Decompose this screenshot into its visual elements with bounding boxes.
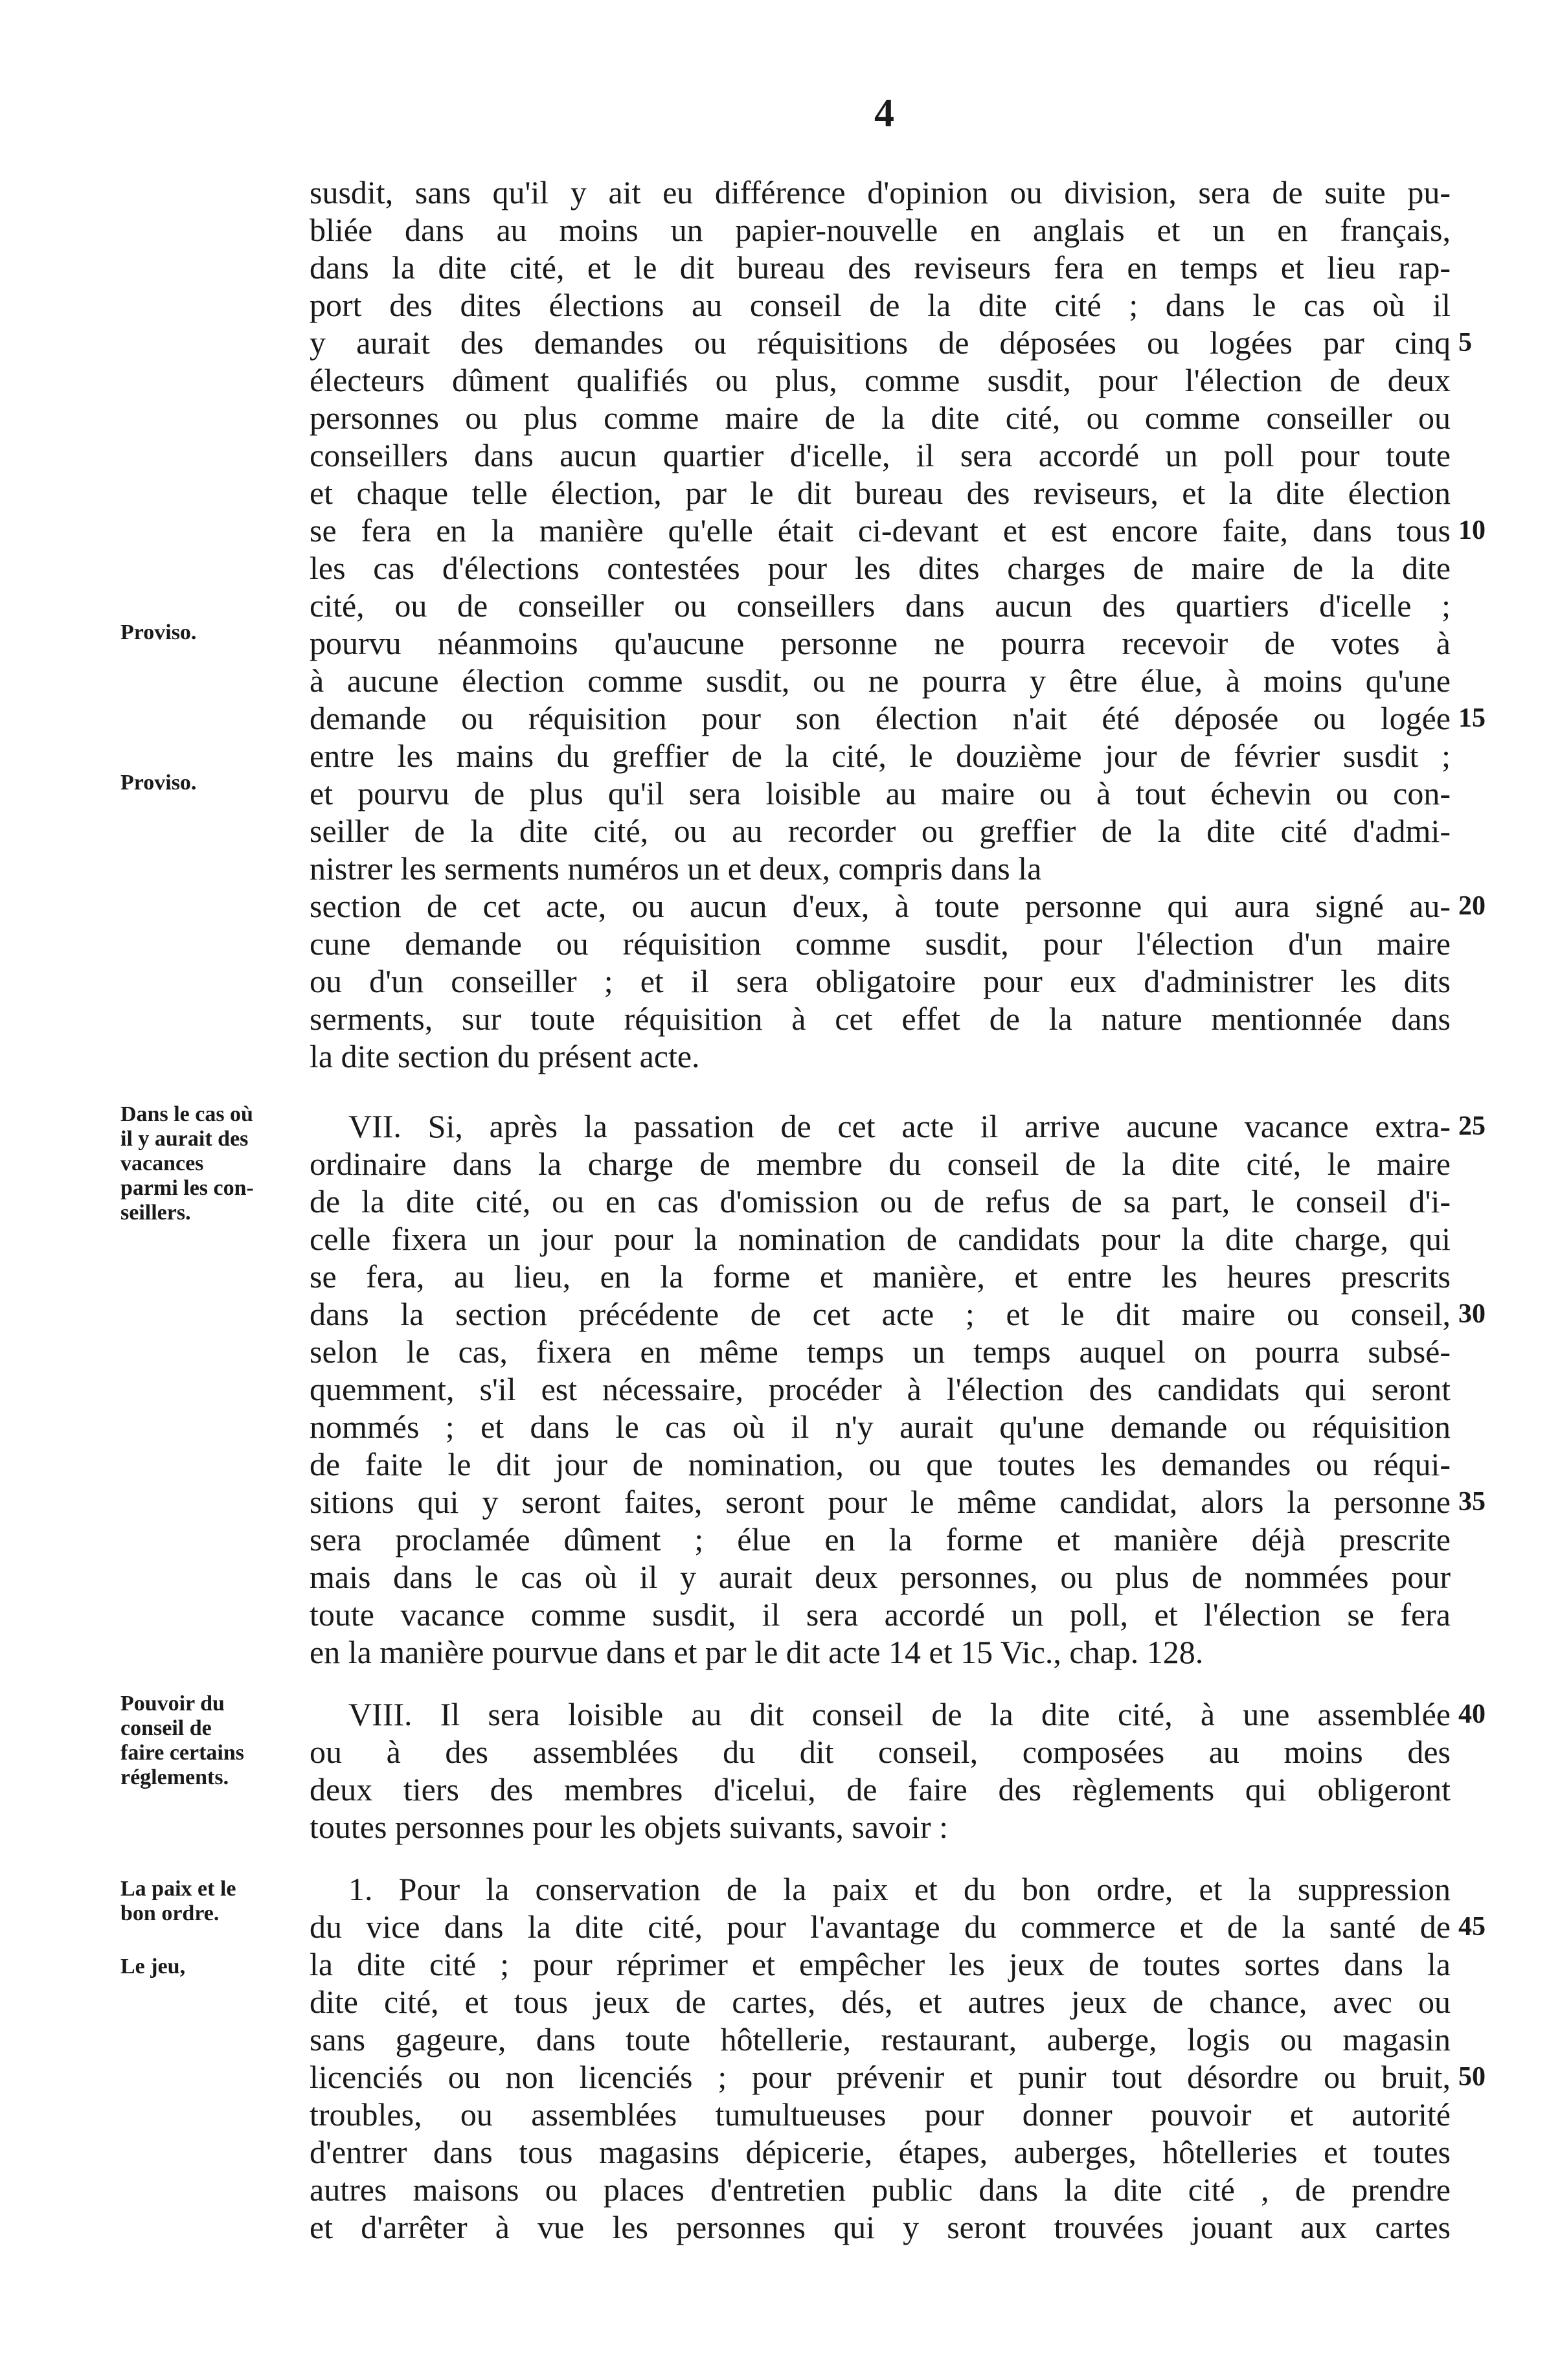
body-line: susdit, sans qu'il y ait eu différence d'opinion ou division, sera de suite pu- bbox=[310, 174, 1451, 210]
margin-note-line: Proviso. bbox=[120, 620, 197, 644]
body-line: section de cet acte, ou aucun d'eux, à toute personne qui aura signé au- bbox=[310, 888, 1451, 924]
margin-note-proviso-2 bbox=[120, 771, 308, 795]
line-number: 10 bbox=[1458, 516, 1486, 545]
body-line: toutes personnes pour les objets suivants, savoir : bbox=[310, 1809, 948, 1845]
margin-note-paix bbox=[120, 1877, 308, 1926]
body-line: bliée dans au moins un papier-nouvelle en anglais et un en français, bbox=[310, 212, 1451, 248]
margin-note-pouvoir-du-conseil bbox=[120, 1692, 308, 1790]
body-line: dite cité, et tous jeux de cartes, dés, et autres jeux de chance, avec ou bbox=[310, 1984, 1451, 2020]
margin-note-jeu bbox=[120, 1955, 308, 1979]
body-line: ou à des assemblées du dit conseil, composées au moins des bbox=[310, 1734, 1451, 1770]
body-line: de la dite cité, ou en cas d'omission ou de refus de sa part, le conseil d'i- bbox=[310, 1183, 1451, 1219]
body-line: et pourvu de plus qu'il sera loisible au maire ou à tout échevin ou con- bbox=[310, 775, 1451, 811]
margin-note-line: bon ordre. bbox=[120, 1901, 220, 1925]
body-line: quemment, s'il est nécessaire, procéder à l'élection des candidats qui seront bbox=[310, 1371, 1451, 1407]
line-number: 45 bbox=[1458, 1912, 1486, 1942]
body-line: deux tiers des membres d'icelui, de faire des règlements qui obligeront bbox=[310, 1771, 1451, 1808]
body-line: toute vacance comme susdit, il sera accordé un poll, et l'élection se fera bbox=[310, 1596, 1451, 1633]
body-line: pourvu néanmoins qu'aucune personne ne pourra recevoir de votes à bbox=[310, 625, 1451, 661]
line-number: 30 bbox=[1458, 1299, 1486, 1329]
line-number: 40 bbox=[1458, 1699, 1486, 1729]
body-line: celle fixera un jour pour la nomination de candidats pour la dite charge, qui bbox=[310, 1221, 1451, 1257]
line-number: 35 bbox=[1458, 1487, 1486, 1517]
body-line: sans gageure, dans toute hôtellerie, restaurant, auberge, logis ou magasin bbox=[310, 2021, 1451, 2057]
margin-note-vacances bbox=[120, 1102, 308, 1225]
body-line: troubles, ou assemblées tumultueuses pour donner pouvoir et autorité bbox=[310, 2096, 1451, 2133]
body-line: ordinaire dans la charge de membre du conseil de la dite cité, le maire bbox=[310, 1146, 1451, 1182]
body-line: se fera en la manière qu'elle était ci-devant et est encore faite, dans tous bbox=[310, 512, 1451, 549]
body-line: port des dites élections au conseil de la dite cité ; dans le cas où il bbox=[310, 287, 1451, 323]
body-line: selon le cas, fixera en même temps un temps auquel on pourra subsé- bbox=[310, 1333, 1451, 1370]
body-line: serments, sur toute réquisition à cet effet de la nature mentionnée dans bbox=[310, 1001, 1451, 1037]
page-number: 4 bbox=[874, 91, 894, 135]
body-line: mais dans le cas où il y aurait deux personnes, ou plus de nommées pour bbox=[310, 1559, 1451, 1595]
margin-note-line: réglements. bbox=[120, 1765, 229, 1789]
body-line: nommés ; et dans le cas où il n'y aurait qu'une demande ou réquisition bbox=[310, 1409, 1451, 1445]
body-line: seiller de la dite cité, ou au recorder ou greffier de la dite cité d'admi- bbox=[310, 813, 1451, 849]
body-line: y aurait des demandes ou réquisitions de déposées ou logées par cinq bbox=[310, 324, 1451, 361]
margin-note-line: Dans le cas où bbox=[120, 1102, 253, 1126]
margin-note-line: La paix et le bbox=[120, 1877, 236, 1901]
section-viii-heading-line: VIII. Il sera loisible au dit conseil de la dite cité, à une assemblée bbox=[348, 1696, 1451, 1732]
line-number: 25 bbox=[1458, 1111, 1486, 1141]
margin-note-line: il y aurait des bbox=[120, 1127, 249, 1151]
margin-note-line: conseil de bbox=[120, 1716, 212, 1740]
item-1-heading-line: 1. Pour la conservation de la paix et du bon ordre, et la suppression bbox=[348, 1871, 1451, 1907]
body-line: d'entrer dans tous magasins dépicerie, étapes, auberges, hôtelleries et toutes bbox=[310, 2134, 1451, 2170]
body-line: de faite le dit jour de nomination, ou que toutes les demandes ou réqui- bbox=[310, 1446, 1451, 1482]
line-number: 15 bbox=[1458, 703, 1486, 733]
body-line: la dite section du présent acte. bbox=[310, 1038, 700, 1074]
body-line: les cas d'élections contestées pour les dites charges de maire de la dite bbox=[310, 550, 1451, 586]
section-vii-heading-line: VII. Si, après la passation de cet acte il arrive aucune vacance extra- bbox=[348, 1108, 1451, 1144]
body-line: et d'arrêter à vue les personnes qui y seront trouvées jouant aux cartes bbox=[310, 2209, 1451, 2245]
body-line: entre les mains du greffier de la cité, le douzième jour de février susdit ; bbox=[310, 738, 1451, 774]
body-line: et chaque telle élection, par le dit bureau des reviseurs, et la dite élection bbox=[310, 475, 1451, 511]
body-line: électeurs dûment qualifiés ou plus, comme susdit, pour l'élection de deux bbox=[310, 362, 1451, 398]
margin-note-line: faire certains bbox=[120, 1741, 245, 1765]
body-line: conseillers dans aucun quartier d'icelle, il sera accordé un poll pour toute bbox=[310, 437, 1451, 473]
body-line: à aucune élection comme susdit, ou ne pourra y être élue, à moins qu'une bbox=[310, 663, 1451, 699]
body-line: cune demande ou réquisition comme susdit, pour l'élection d'un maire bbox=[310, 925, 1451, 962]
body-line: dans la dite cité, et le dit bureau des reviseurs fera en temps et lieu rap- bbox=[310, 249, 1451, 286]
body-line: en la manière pourvue dans et par le dit acte 14 et 15 Vic., chap. 128. bbox=[310, 1634, 1204, 1670]
body-line: demande ou réquisition pour son élection n'ait été déposée ou logée bbox=[310, 700, 1451, 736]
body-line: personnes ou plus comme maire de la dite cité, ou comme conseiller ou bbox=[310, 400, 1451, 436]
body-line: ou d'un conseiller ; et il sera obligatoire pour eux d'administrer les dits bbox=[310, 963, 1451, 999]
body-line: nistrer les serments numéros un et deux, compris dans la bbox=[310, 850, 1042, 887]
line-number: 5 bbox=[1458, 328, 1472, 357]
body-line: la dite cité ; pour réprimer et empêcher les jeux de toutes sortes dans la bbox=[310, 1946, 1451, 1982]
body-line: sitions qui y seront faites, seront pour le même candidat, alors la personne bbox=[310, 1484, 1451, 1520]
margin-note-line: Proviso. bbox=[120, 771, 197, 795]
margin-note-line: Le jeu, bbox=[120, 1955, 186, 1978]
body-line: se fera, au lieu, en la forme et manière, et entre les heures prescrits bbox=[310, 1258, 1451, 1295]
margin-note-line: parmi les con- bbox=[120, 1176, 254, 1200]
margin-note-proviso-1 bbox=[120, 620, 308, 645]
margin-note-line: seillers. bbox=[120, 1201, 191, 1225]
body-line: licenciés ou non licenciés ; pour prévenir et punir tout désordre ou bruit, bbox=[310, 2059, 1451, 2095]
line-number: 50 bbox=[1458, 2062, 1486, 2092]
body-line: sera proclamée dûment ; élue en la forme et manière déjà prescrite bbox=[310, 1521, 1451, 1558]
body-line: autres maisons ou places d'entretien public dans la dite cité , de prendre bbox=[310, 2171, 1451, 2208]
body-line: du vice dans la dite cité, pour l'avantage du commerce et de la santé de bbox=[310, 1909, 1451, 1945]
body-line: dans la section précédente de cet acte ; et le dit maire ou conseil, bbox=[310, 1296, 1451, 1332]
body-line: cité, ou de conseiller ou conseillers dans aucun des quartiers d'icelle ; bbox=[310, 587, 1451, 624]
margin-note-line: vacances bbox=[120, 1151, 204, 1175]
line-number: 20 bbox=[1458, 891, 1486, 921]
margin-note-line: Pouvoir du bbox=[120, 1692, 225, 1716]
